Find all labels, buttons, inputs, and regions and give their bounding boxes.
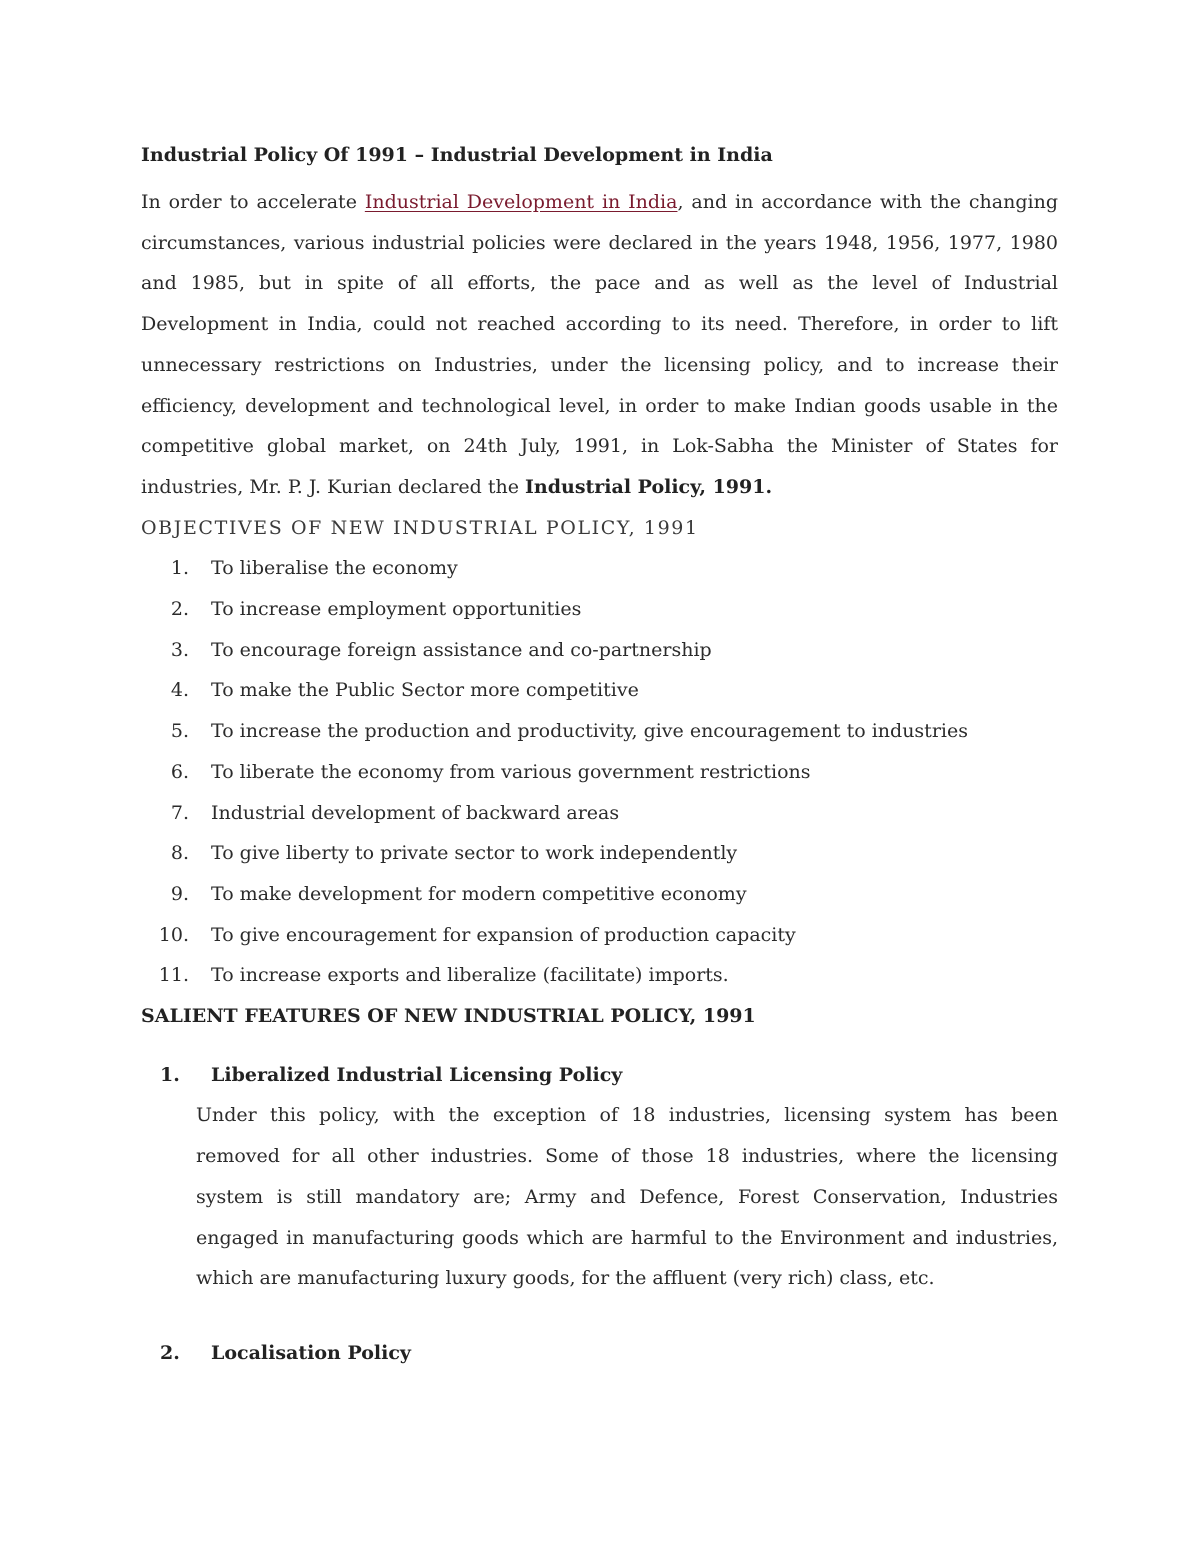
feature-body: Under this policy, with the exception of 18 industries, licensing system has been removed for all other industries. Some of those 18 industries, where the licensing system is still mandatory are; Army and Defence, Forest Conservation, Industries engaged in manufacturing goods which are harmful to the Environment and industries, which are manufacturing luxury goods, for the affluent (very rich) class, etc.	[196, 1104, 1058, 1290]
list-text: To increase exports and liberalize (facilitate) imports.	[211, 964, 729, 987]
list-text: To give encouragement for expansion of production capacity	[211, 923, 796, 946]
list-number: 8.	[170, 842, 189, 865]
intro-bold-end: Industrial Policy, 1991.	[525, 475, 773, 498]
list-text: To make development for modern competitive economy	[211, 882, 747, 905]
list-number: 4.	[170, 679, 189, 702]
feature-number: 2.	[160, 1341, 180, 1364]
list-item	[141, 874, 1058, 915]
list-item	[141, 711, 1058, 752]
list-item	[141, 955, 1058, 996]
objectives-heading: OBJECTIVES OF NEW INDUSTRIAL POLICY, 1991	[141, 516, 699, 539]
industrial-development-link[interactable]: Industrial Development in India	[364, 191, 678, 213]
list-item	[141, 670, 1058, 711]
feature-heading	[141, 1333, 1058, 1374]
list-number: 6.	[170, 760, 189, 783]
list-text: To encourage foreign assistance and co-partnership	[211, 638, 712, 661]
list-text: To liberate the economy from various government restrictions	[211, 760, 811, 783]
list-number: 10.	[158, 923, 189, 946]
list-text: To liberalise the economy	[211, 557, 458, 580]
salient-features-heading: SALIENT FEATURES OF NEW INDUSTRIAL POLICY, 1991	[141, 1005, 756, 1028]
feature-section	[141, 1055, 1058, 1299]
feature-heading	[141, 1055, 1058, 1096]
feature-number: 1.	[160, 1063, 180, 1086]
document-page	[141, 140, 1058, 1374]
feature-title: Liberalized Industrial Licensing Policy	[211, 1063, 623, 1086]
list-number: 5.	[170, 720, 189, 743]
list-item	[141, 833, 1058, 874]
list-number: 1.	[170, 557, 189, 580]
list-text: To increase the production and productivity, give encouragement to industries	[211, 720, 968, 743]
feature-section	[141, 1333, 1058, 1374]
list-number: 7.	[170, 801, 189, 824]
list-item	[141, 752, 1058, 793]
list-number: 9.	[170, 882, 189, 905]
list-item	[141, 548, 1058, 589]
list-text: To increase employment opportunities	[211, 598, 582, 621]
list-item	[141, 793, 1058, 834]
list-item	[141, 589, 1058, 630]
intro-paragraph	[141, 182, 1058, 508]
objectives-list	[141, 548, 1058, 996]
list-item	[141, 630, 1058, 671]
list-text: Industrial development of backward areas	[211, 801, 620, 824]
intro-text-start: In order to accelerate	[141, 191, 365, 213]
list-number: 11.	[158, 964, 189, 987]
list-text: To give liberty to private sector to work independently	[211, 842, 738, 865]
intro-text-body: , and in accordance with the changing circumstances, various industrial policies were declared in the years 1948, 1956, 1977, 1980 and 1985, but in spite of all efforts, the pace and as well as the level of Industrial Development in India, could not reached according to its need. Therefore, in order to lift unnecessary restrictions on Industries, under the licensing policy, and to increase their efficiency, development and technological level, in order to make Indian goods usable in the competitive global market, on 24th July, 1991, in Lok-Sabha the Minister of States for industries, Mr. P. J. Kurian declared the	[141, 191, 1058, 498]
list-text: To make the Public Sector more competitive	[211, 679, 639, 702]
list-number: 2.	[170, 598, 189, 621]
list-number: 3.	[170, 638, 189, 661]
document-title: Industrial Policy Of 1991 – Industrial Development in India	[141, 144, 773, 166]
list-item	[141, 915, 1058, 956]
feature-title: Localisation Policy	[211, 1341, 411, 1364]
